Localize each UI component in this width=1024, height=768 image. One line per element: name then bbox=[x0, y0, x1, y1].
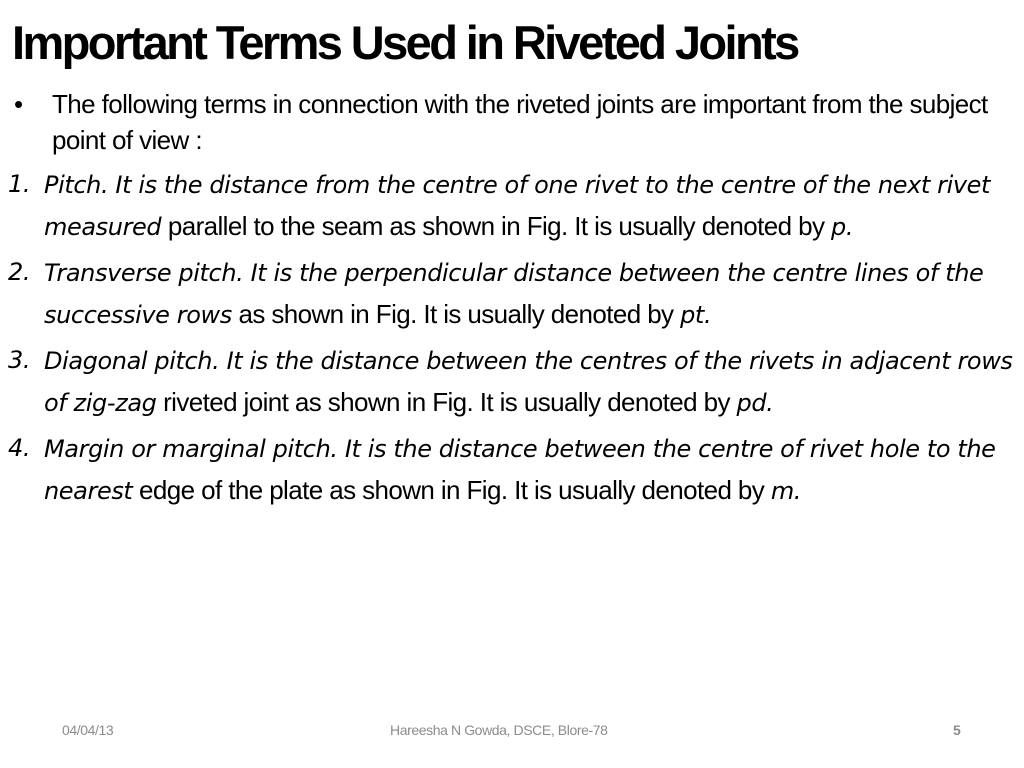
term-definition-italic: Transverse pitch. It is the perpendicular distance between the centre lines of the successive rows bbox=[44, 259, 984, 329]
term-definition-text: edge of the plate as shown in Fig. It is usually denoted by bbox=[132, 474, 771, 505]
term-definition-italic: Diagonal pitch. It is the distance between the centres of the rivets in adjacent rows of zig-zag bbox=[44, 347, 1013, 417]
item-number: 1. bbox=[8, 170, 31, 198]
term-symbol: m bbox=[770, 476, 794, 505]
term-symbol: pt bbox=[680, 300, 704, 329]
slide-body bbox=[8, 86, 1014, 516]
bullet-item bbox=[8, 86, 1014, 158]
item-number: 4. bbox=[8, 434, 31, 462]
term-item-margin bbox=[8, 428, 1014, 511]
term-definition-text: riveted joint as shown in Fig. It is usually denoted by bbox=[156, 386, 737, 417]
term-end: . bbox=[845, 212, 854, 241]
term-end: . bbox=[766, 388, 774, 417]
slide-title: Important Terms Used in Riveted Joints bbox=[12, 16, 798, 69]
term-end: . bbox=[793, 476, 802, 505]
term-item-transverse-pitch bbox=[8, 252, 1014, 335]
term-item-pitch bbox=[8, 164, 1014, 247]
term-item-diagonal-pitch bbox=[8, 340, 1014, 423]
item-number: 3. bbox=[8, 346, 31, 374]
term-definition-text: as shown in Fig. It is usually denoted by bbox=[231, 298, 681, 329]
footer-author: Hareesha N Gowda, DSCE, Blore-78 bbox=[390, 722, 608, 738]
term-symbol: pd bbox=[736, 388, 767, 417]
term-definition-italic: Margin or marginal pitch. It is the distance between the centre of rivet hole to the nearest bbox=[44, 435, 996, 505]
term-end: . bbox=[703, 300, 712, 329]
footer-page-number: 5 bbox=[953, 722, 961, 738]
item-number: 2. bbox=[8, 258, 31, 286]
bullet-mark: • bbox=[14, 89, 23, 119]
term-symbol: p bbox=[831, 212, 846, 241]
bullet-text: The following terms in connection with the riveted joints are important from the subject point of view : bbox=[52, 89, 988, 155]
term-definition-text: parallel to the seam as shown in Fig. It is usually denoted by bbox=[161, 210, 831, 241]
term-definition-italic: Pitch. It is the distance from the centre of one rivet to the centre of the next rivet measured bbox=[44, 171, 991, 241]
footer-date: 04/04/13 bbox=[62, 722, 114, 738]
